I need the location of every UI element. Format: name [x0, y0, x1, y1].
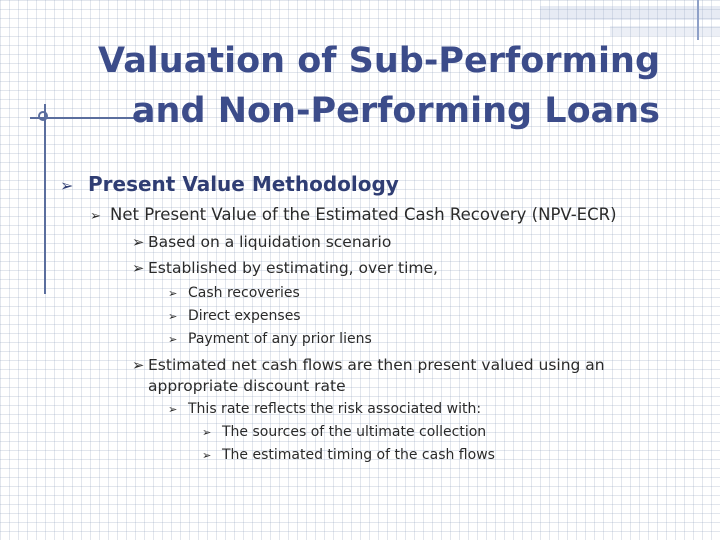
arrow-bullet-icon: ➢	[168, 287, 178, 300]
bullet-text: The sources of the ultimate collection	[222, 424, 487, 440]
bullet-level3-net-cash-flows	[132, 355, 632, 397]
decoration-circle	[38, 111, 48, 121]
arrow-bullet-icon: ➢	[60, 176, 74, 195]
arrow-bullet-icon: ➢	[168, 310, 178, 323]
arrow-bullet-icon: ➢	[132, 357, 145, 374]
bullet-text: Established by estimating, over time,	[148, 259, 438, 277]
top-decoration-band-small	[610, 26, 720, 36]
arrow-bullet-icon: ➢	[168, 403, 178, 416]
bullet-level4-cash-recoveries	[168, 285, 300, 301]
bullet-level5-timing	[202, 447, 495, 463]
bullet-level2	[90, 205, 617, 224]
bullet-text: Direct expenses	[188, 308, 301, 324]
title-line-2: and Non-Performing Loans	[131, 91, 660, 131]
arrow-bullet-icon: ➢	[202, 426, 212, 439]
bullet-text: Based on a liquidation scenario	[148, 233, 392, 251]
bullet-level1	[60, 172, 399, 196]
bullet-text: Net Present Value of the Estimated Cash Recovery (NPV-ECR)	[110, 205, 617, 224]
bullet-text: Estimated net cash flows are then present valued using an appropriate discount rate	[148, 356, 605, 395]
top-decoration-line	[697, 0, 699, 40]
bullet-text: Payment of any prior liens	[188, 331, 372, 347]
arrow-bullet-icon: ➢	[202, 449, 212, 462]
bullet-level4-rate-risk	[168, 401, 481, 417]
arrow-bullet-icon: ➢	[132, 234, 145, 251]
bullet-level4-direct-expenses	[168, 308, 301, 324]
arrow-bullet-icon: ➢	[132, 260, 145, 277]
bullet-text: Cash recoveries	[188, 285, 300, 301]
title-line-1: Valuation of Sub-Performing	[98, 41, 660, 81]
bullet-level3-estimating	[132, 259, 438, 277]
left-decoration-line	[44, 104, 46, 294]
slide-title	[60, 36, 660, 136]
bullet-text: The estimated timing of the cash flows	[222, 447, 495, 463]
bullet-text: This rate reflects the risk associated with:	[188, 401, 482, 417]
bullet-text: Present Value Methodology	[88, 172, 399, 196]
top-decoration-band	[540, 6, 720, 20]
arrow-bullet-icon: ➢	[168, 333, 178, 346]
bullet-level5-sources	[202, 424, 486, 440]
arrow-bullet-icon: ➢	[90, 209, 102, 224]
bullet-level3-liquidation	[132, 233, 391, 251]
bullet-level4-prior-liens	[168, 331, 372, 347]
